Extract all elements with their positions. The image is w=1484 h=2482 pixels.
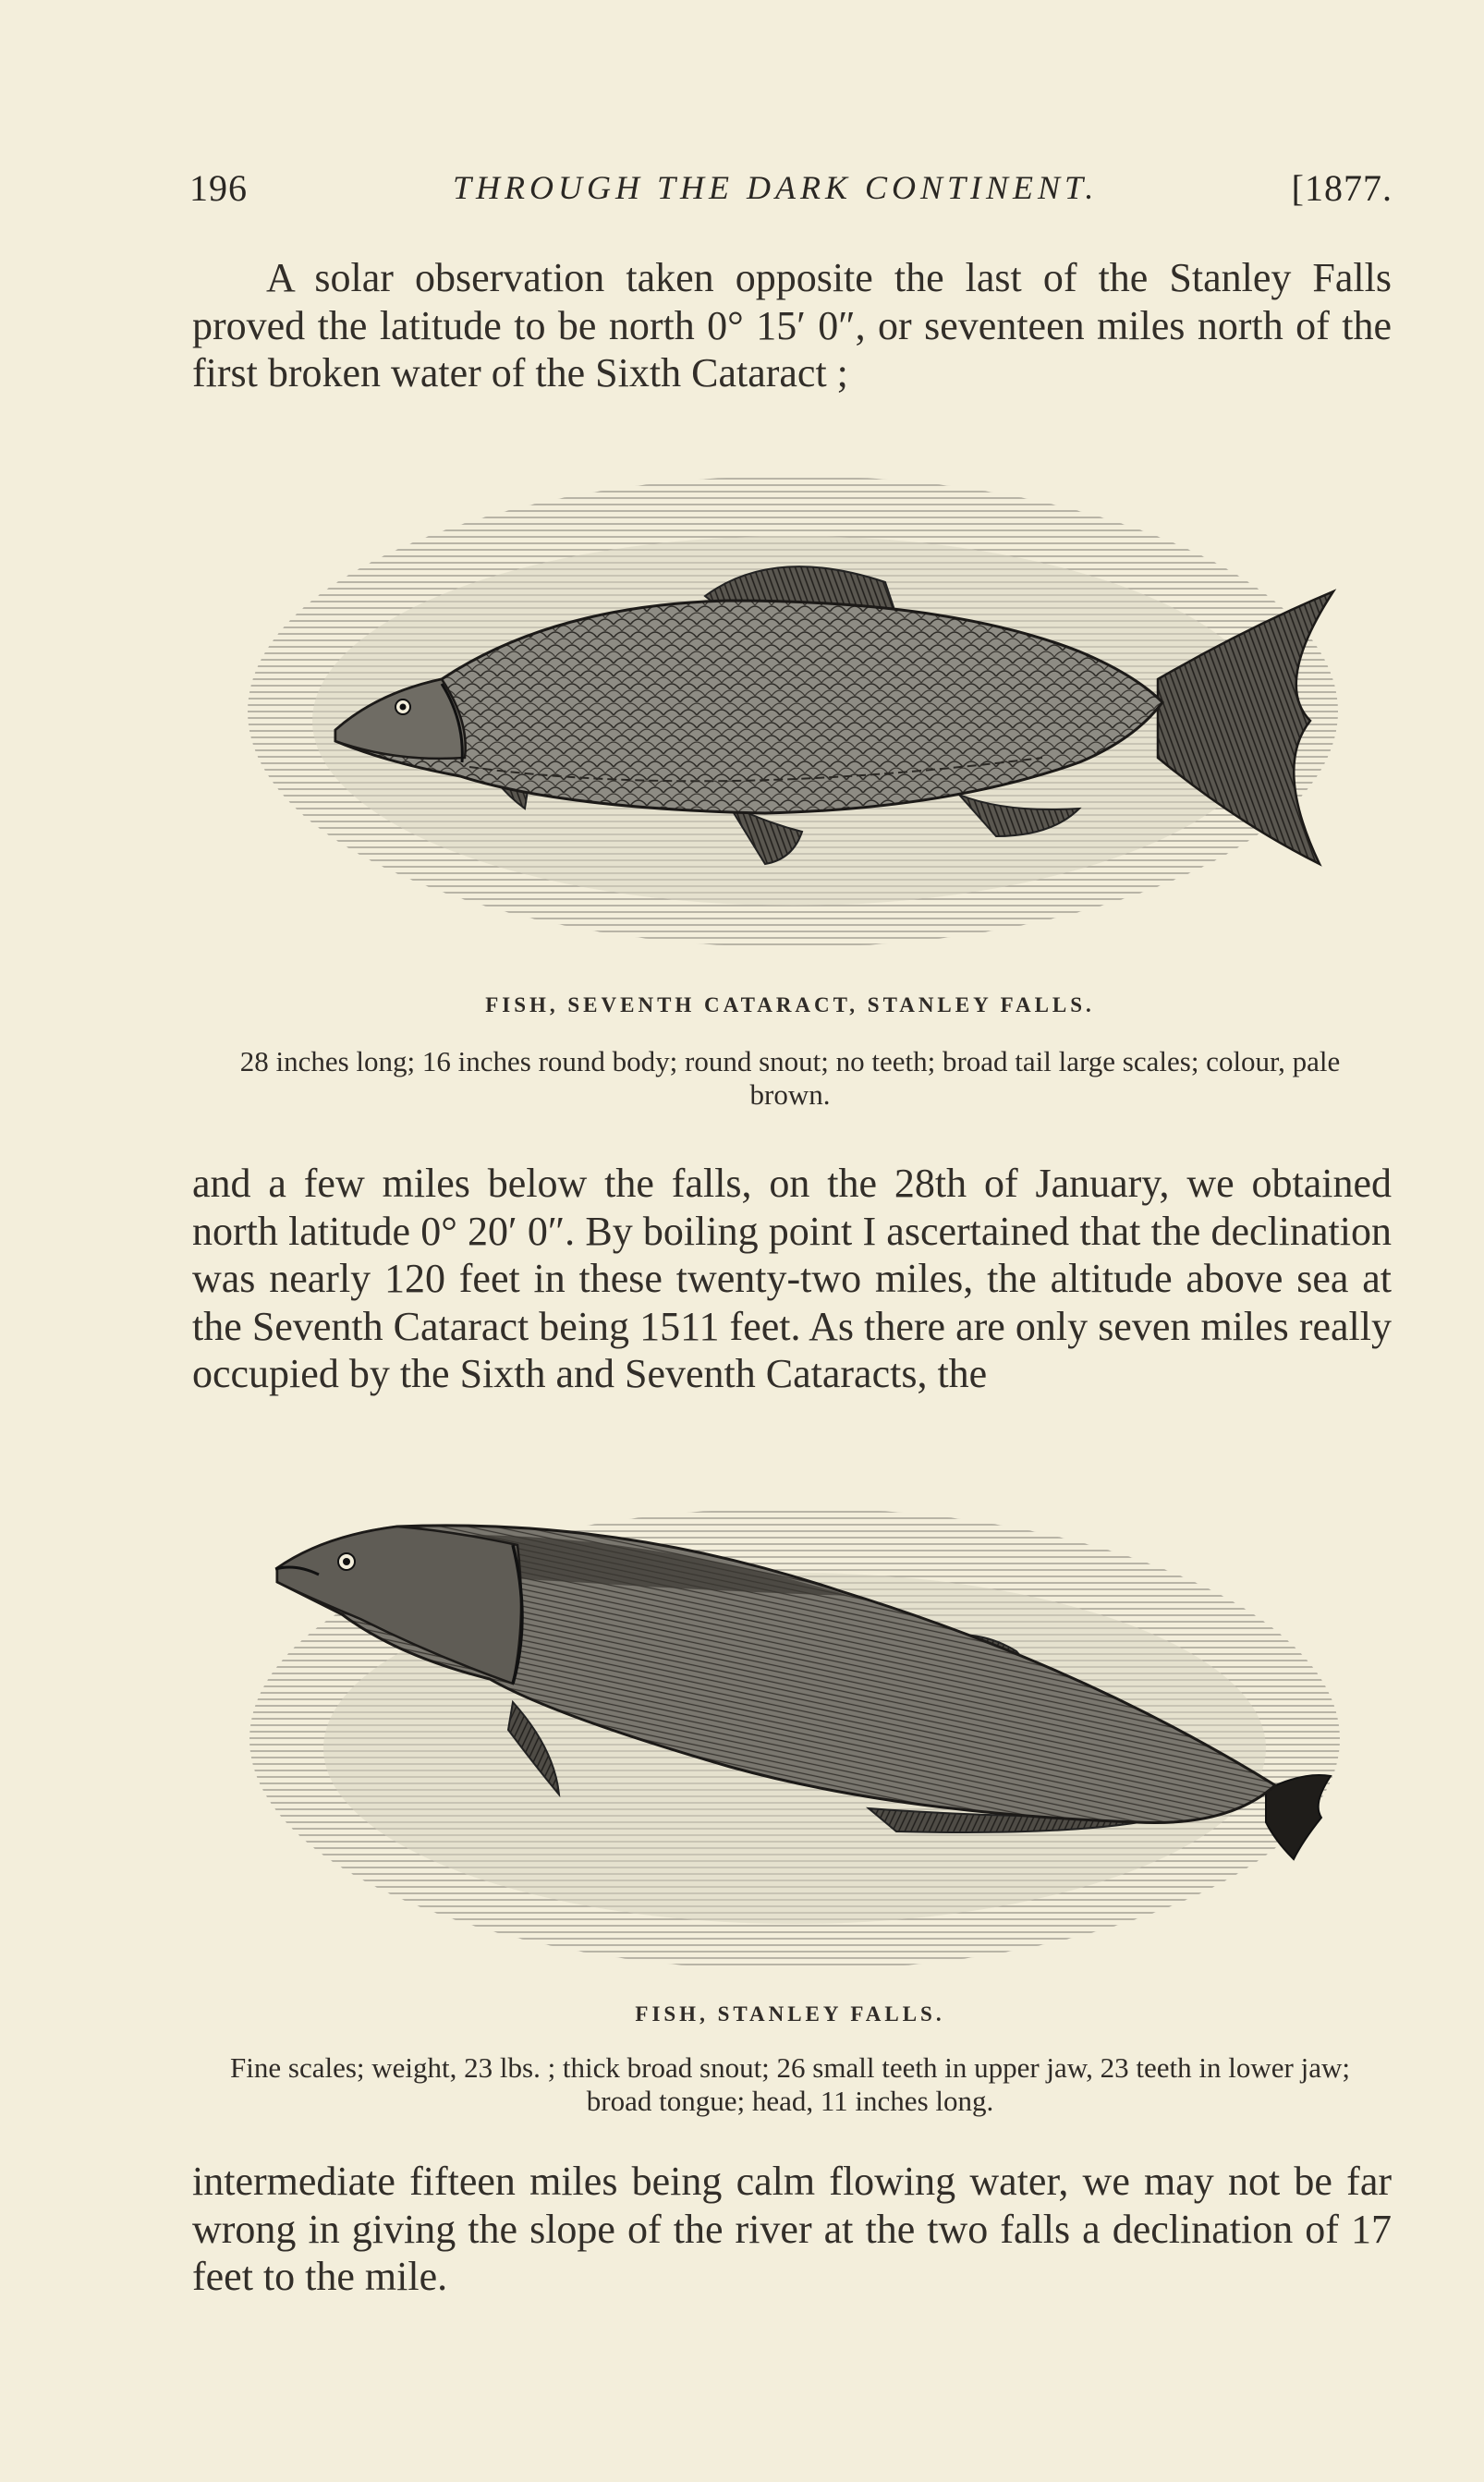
figure-1-caption: FISH, SEVENTH CATARACT, STANLEY FALLS. — [485, 993, 1095, 1016]
header-year: [1877. — [1291, 167, 1393, 209]
paragraph-1: A solar observation taken opposite the last of the Stanley Falls proved the latitude to be north 0° 15′ 0″, or seventeen miles north of the first broken water of the Sixth Cataract ; — [192, 255, 1392, 395]
page-number: 196 — [189, 167, 248, 209]
figure-2-caption: FISH, STANLEY FALLS. — [635, 2002, 945, 2026]
paragraph-2: and a few miles below the falls, on the 28th of January, we obtained north latitude 0° 20′ 0″. By boiling point I ascertained that the declination was nearly 120 feet in these twenty-two miles, the altitude above sea at the Seventh Cataract being 1511 feet. As there are only seven miles really occupied by the Sixth and Seventh Cataracts, the — [192, 1161, 1392, 1396]
figure-1-description: 28 inches long; 16 inches round body; round snout; no teeth; broad tail large scales; colour, pale brown. — [239, 1045, 1341, 1111]
running-title: THROUGH THE DARK CONTINENT. — [453, 169, 1099, 206]
paragraph-3: intermediate fifteen miles being calm flowing water, we may not be far wrong in giving the slope of the river at the two falls a declination of 17 feet to the mile. — [192, 2159, 1392, 2299]
figure-2-description: Fine scales; weight, 23 lbs. ; thick broad snout; 26 small teeth in upper jaw, 23 teeth in lower jaw; broad tongue; head, 11 inches long. — [230, 2051, 1350, 2117]
fish-illustration-1 — [248, 444, 1338, 975]
running-header — [189, 166, 1393, 222]
fish-illustration-2 — [249, 1490, 1340, 1989]
fish-engraving-2 — [249, 1490, 1340, 1989]
fish-engraving-1 — [248, 444, 1338, 975]
